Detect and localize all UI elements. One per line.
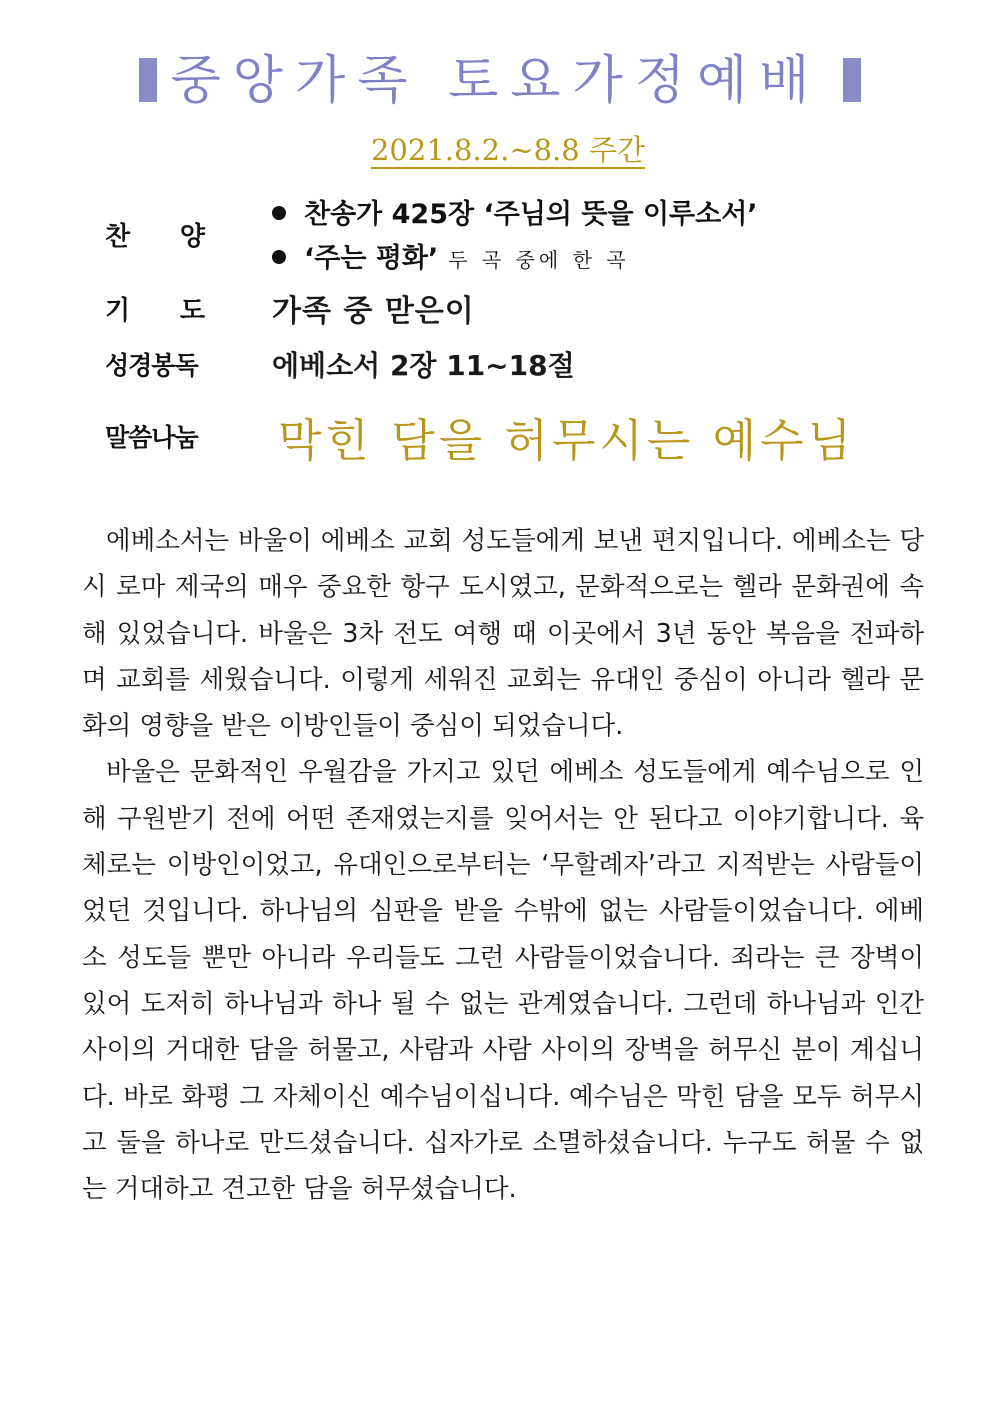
sermon-body <box>82 518 924 1212</box>
hymn-primary-item <box>272 192 758 231</box>
title-bar-right <box>843 58 861 102</box>
hymn-primary: 찬송가 425장 ‘주님의 뜻을 이루소서’ <box>304 199 758 230</box>
page-title: 중앙가족 토요가정예배 <box>170 51 822 111</box>
prayer-label-char-1: 기 <box>105 296 131 326</box>
praise-label-char-1: 찬 <box>105 222 131 252</box>
week-subtitle <box>0 130 992 170</box>
prayer-leader: 가족 중 맏은이 <box>272 294 475 329</box>
body-paragraph: 에베소서는 바울이 에베소 교회 성도들에게 보낸 편지입니다. 에베소는 당시 로마 제국의 매우 중요한 항구 도시였고, 문화적으로는 헬라 문화권에 속해 있었습니다. 바울은 3차 전도 여행 때 이곳에서 3년 동안 복음을 전파하며 교회를 세웠습니다. 이렇게 세워진 교회는 유대인 중심이 아니라 헬라 문화의 영향을 받은 이방인들이 중심이 되었습니다. <box>82 526 924 742</box>
hymn-alt: ‘주는 평화’ <box>304 243 439 274</box>
body-paragraph: 바울은 문화적인 우월감을 가지고 있던 에베소 성도들에게 예수님으로 인해 구원받기 전에 어떤 존재였는지를 잊어서는 안 된다고 이야기합니다. 육체로는 이방인이었고, 유대인으로부터는 ‘무할례자’라고 지적받는 사람들이었던 것입니다. 하나님의 심판을 받을 수밖에 없는 사람들이었습니다. 에베소 성도들 뿐만 아니라 우리들도 그런 사람들이었습니다. 죄라는 큰 장벽이 있어 도저히 하나님과 하나 될 수 없는 관계였습니다. 그런데 하나님과 인간 사이의 거대한 담을 허물고, 사람과 사람 사이의 장벽을 허무신 분이 계십니다. 바로 화평 그 자체이신 예수님이십니다. 예수님은 막힌 담을 모두 허무시고 둘을 하나로 만드셨습니다. 십자가로 소멸하셨습니다. 누구도 허물 수 없는 거대하고 견고한 담을 허무셨습니다. <box>82 757 924 1205</box>
bullet-icon <box>272 250 286 264</box>
praise-label-char-2: 양 <box>179 222 205 252</box>
reading-label: 성경봉독 <box>105 351 198 380</box>
title-row <box>0 50 992 112</box>
hymn-note: 두 곡 중에 한 곡 <box>448 248 630 272</box>
week-range: 2021.8.2.~8.8 주간 <box>370 133 646 167</box>
praise-label <box>105 216 205 253</box>
hymn-alt-item <box>272 236 630 275</box>
prayer-label <box>105 290 205 327</box>
bullet-icon <box>272 206 286 220</box>
sermon-title: 막힌 담을 허무시는 예수님 <box>278 414 856 467</box>
prayer-label-char-2: 도 <box>179 296 205 326</box>
sermon-label: 말씀나눔 <box>105 423 198 452</box>
reading-passage: 에베소서 2장 11~18절 <box>272 349 575 382</box>
